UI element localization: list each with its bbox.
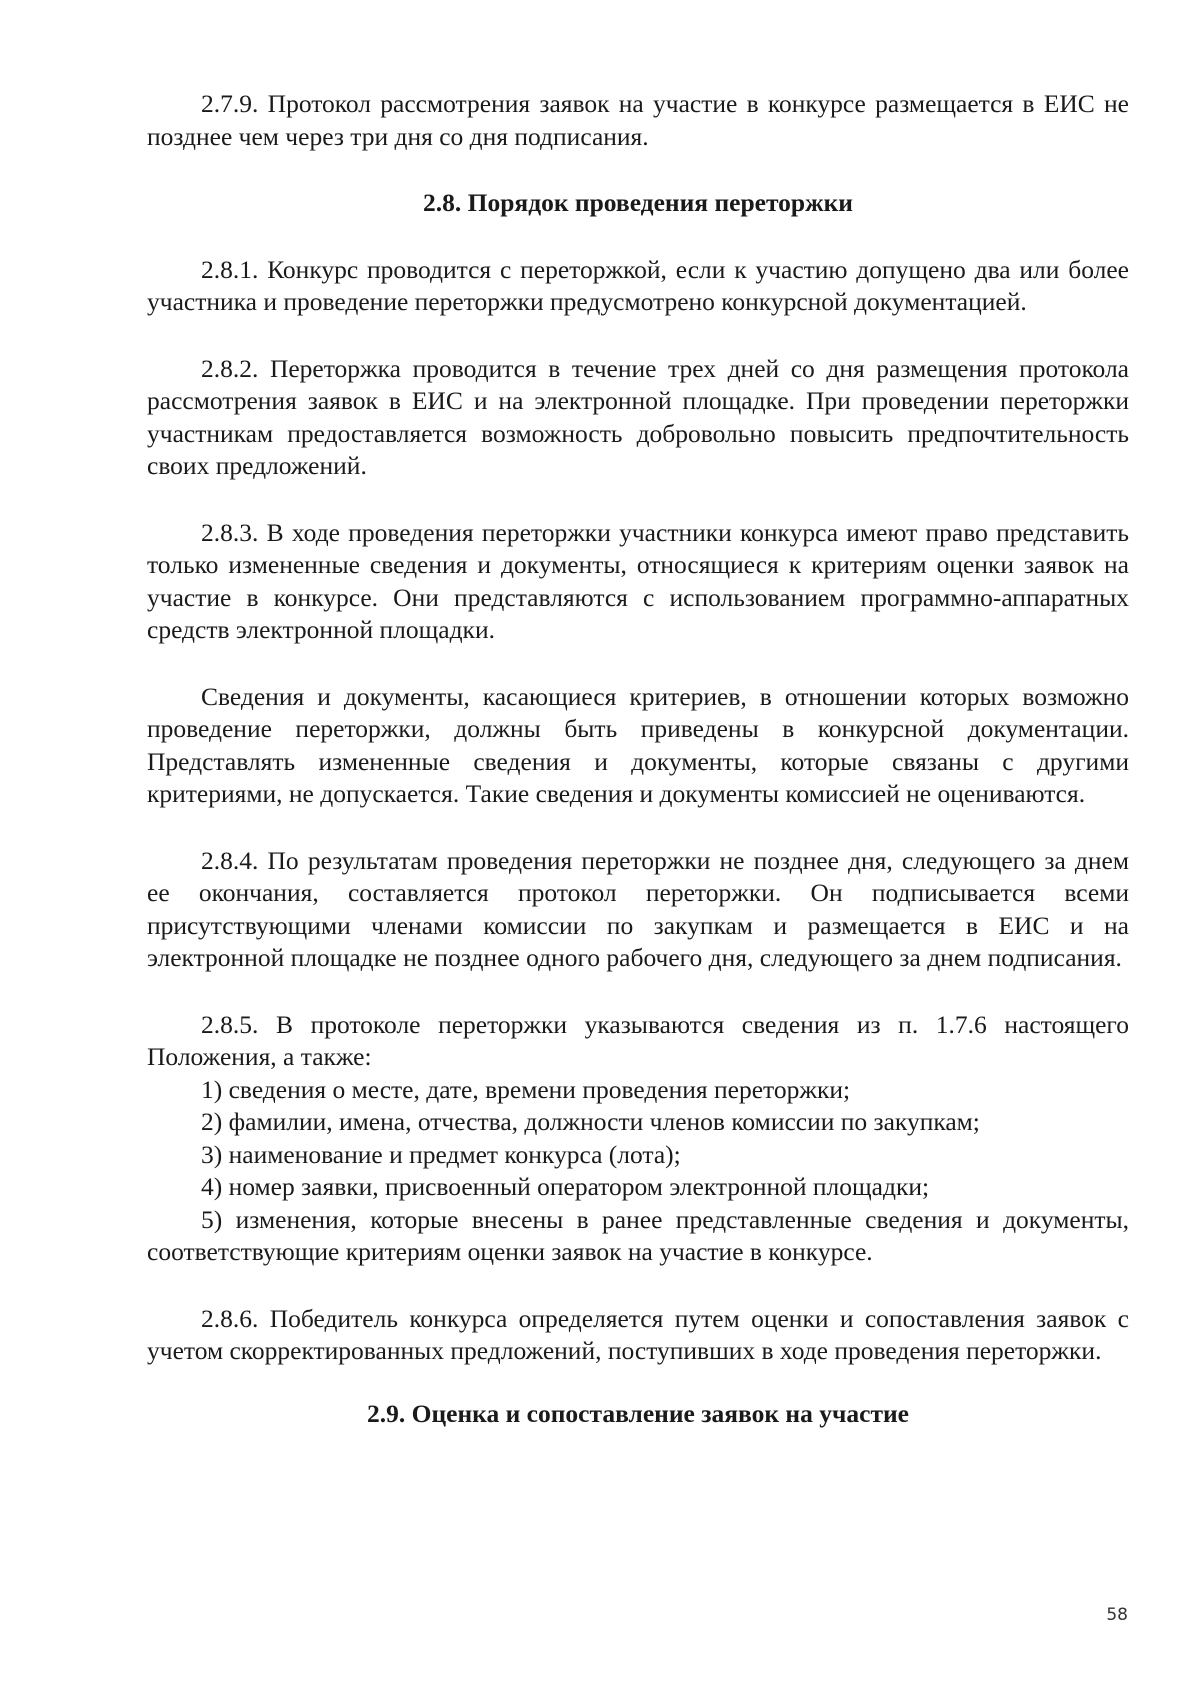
list-item: 4) номер заявки, присвоенный оператором электронной площадки; [201,1172,930,1201]
list-item: 1) сведения о месте, дате, времени проведения переторжки; [201,1074,851,1104]
list-item: 3) наименование и предмет конкурса (лота); [201,1139,681,1169]
paragraph-2-7-9: 2.7.9. Протокол рассмотрения заявок на участие в конкурсе размещается в ЕИС не позднее чем через три дня со дня подписания. [147,89,1129,151]
list-item: 2) фамилии, имена, отчества, должности членов комиссии по закупкам; [201,1107,980,1136]
paragraph-2-8-3-continued: Сведения и документы, касающиеся критериев, в отношении которых возможно проведение переторжки, должны быть приведены в конкурсной документации. Представлять измененные сведения и документы, которые связаны с другими критериями, не допускается. Такие сведения и документы комиссией не оцениваются. [147,681,1129,808]
paragraph-2-8-4: 2.8.4. По результатам проведения переторжки не позднее дня, следующего за днем ее окончания, составляется протокол переторжки. Он подписывается всеми присутствующими членами комиссии по закупкам и размещается в ЕИС и на электронной площадке не позднее одного рабочего дня, следующего за днем подписания. [147,845,1129,972]
document-page [147,88,1129,1430]
paragraph-2-8-3: 2.8.3. В ходе проведения переторжки участники конкурса имеют право представить только измененные сведения и документы, относящиеся к критериям оценки заявок на участие в конкурсе. Они представляются с использованием программно-аппаратных средств электронной площадки. [147,517,1129,644]
paragraph-2-8-5: 2.8.5. В протоколе переторжки указываются сведения из п. 1.7.6 настоящего Положения, а также: [147,1009,1129,1071]
section-heading-2-9: 2.9. Оценка и сопоставление заявок на участие [367,1398,909,1428]
paragraph-2-8-2: 2.8.2. Переторжка проводится в течение трех дней со дня размещения протокола рассмотрения заявок в ЕИС и на электронной площадке. При проведении переторжки участникам предоставляется возможность добровольно повысить предпочтительность своих предложений. [147,353,1129,480]
section-heading-2-8: 2.8. Порядок проведения переторжки [423,188,853,217]
list-item: 5) изменения, которые внесены в ранее представленные сведения и документы, соответствующие критериям оценки заявок на участие в конкурсе. [147,1204,1129,1266]
page-number: 58 [1106,1605,1128,1625]
paragraph-2-8-1: 2.8.1. Конкурс проводится с переторжкой, если к участию допущено два или более участника и проведение переторжки предусмотрено конкурсной документацией. [147,254,1129,316]
paragraph-2-8-6: 2.8.6. Победитель конкурса определяется путем оценки и сопоставления заявок с учетом скорректированных предложений, поступивших в ходе проведения переторжки. [147,1303,1129,1365]
